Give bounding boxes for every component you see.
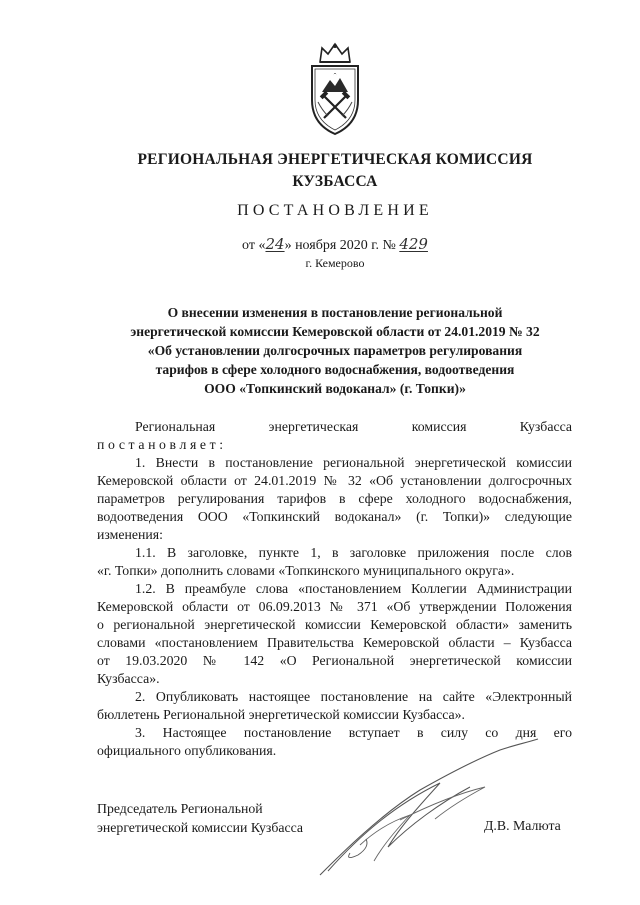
paragraph-1-2-line: от 19.03.2020 № 142 «О Региональной энергетической комиссии — [97, 653, 572, 668]
paragraph-1-line: Кемеровской области от 24.01.2019 № 32 «Об установлении долгосрочных — [97, 473, 572, 488]
subject-line: энергетической комиссии Кемеровской области от 24.01.2019 № 32 — [130, 324, 540, 339]
document-body — [97, 418, 572, 760]
paragraph-3-line: официального опубликования. — [97, 743, 277, 758]
paragraph-1-2-line: 1.2. В преамбуле слова «постановлением Коллегии Администрации — [135, 581, 572, 596]
signatory-position — [97, 799, 303, 837]
paragraph-1-2-line: Кузбасса». — [97, 671, 160, 686]
subject-line: ООО «Топкинский водоканал» (г. Топки)» — [204, 381, 466, 396]
body-intro: Региональная энергетическая комиссия Кузбасса — [135, 419, 572, 434]
paragraph-1-1-line: 1.1. В заголовке, пункте 1, в заголовке приложения после слов — [135, 545, 572, 560]
paragraph-1-2-line: Кемеровской области от 06.09.2013 № 371 «Об утверждении Положения — [97, 599, 572, 614]
date-day: 24 — [265, 235, 285, 253]
paragraph-1-line: 1. Внести в постановление региональной энергетической комиссии — [135, 455, 572, 470]
paragraph-1-1-line: «г. Топки» дополнить словами «Топкинского муниципального округа». — [97, 563, 515, 578]
paragraph-1-line: параметров регулирования тарифов в сфере холодного водоснабжения, — [97, 491, 572, 506]
date-prefix: от « — [242, 238, 266, 253]
signatory-name: Д.В. Малюта — [484, 818, 561, 833]
handwritten-signature-icon — [300, 735, 560, 885]
subject-line: О внесении изменения в постановление региональной — [167, 305, 503, 320]
paragraph-2-line: бюллетень Региональной энергетической комиссии Кузбасса». — [97, 707, 465, 722]
document-city: г. Кемерово — [305, 256, 365, 270]
date-middle: » ноября 2020 г. № — [284, 238, 396, 253]
subject-line: тарифов в сфере холодного водоснабжения, водоотведения — [155, 362, 515, 377]
body-resolves: постановляет: — [97, 437, 227, 452]
paragraph-3-line: 3. Настоящее постановление вступает в силу со дня его — [135, 725, 572, 740]
paragraph-2-line: 2. Опубликовать настоящее постановление на сайте «Электронный — [135, 689, 572, 704]
paragraph-1-line: изменения: — [97, 527, 163, 542]
paragraph-1-2-line: о региональной энергетической комиссии Кемеровской области» заменить — [97, 617, 572, 632]
subject-line: «Об установлении долгосрочных параметров регулирования — [147, 343, 523, 358]
organization-title-line2: КУЗБАССА — [292, 173, 378, 190]
organization-title-line1: РЕГИОНАЛЬНАЯ ЭНЕРГЕТИЧЕСКАЯ КОМИССИЯ — [137, 151, 533, 168]
document-date-line — [200, 235, 470, 254]
document-type: ПОСТАНОВЛЕНИЕ — [237, 202, 433, 219]
document-number: 429 — [399, 235, 428, 253]
document-subject — [70, 303, 600, 398]
signatory-position-line1: Председатель Региональной — [97, 801, 263, 816]
signatory-position-line2: энергетической комиссии Кузбасса — [97, 820, 304, 835]
paragraph-1-line: водоотведения ООО «Топкинский водоканал» (г. Топки)» следующие — [97, 509, 572, 524]
paragraph-1-2-line: словами «постановлением Правительства Кемеровской области – Кузбасса — [97, 635, 572, 650]
coat-of-arms-kuzbass-icon — [300, 40, 370, 138]
